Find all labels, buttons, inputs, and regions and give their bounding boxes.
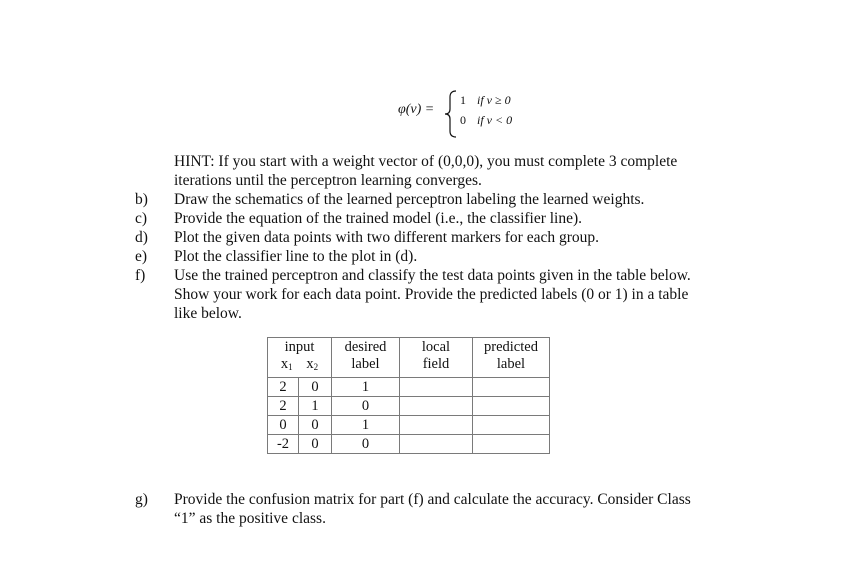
table-row: 0 0 1 xyxy=(268,416,550,435)
formula-case-2: 0 if v < 0 xyxy=(460,113,513,127)
formula-case-1: 1 if v ≥ 0 xyxy=(460,93,511,107)
local-field-cell xyxy=(400,435,473,454)
predicted-label-cell xyxy=(473,378,550,397)
table-header-row xyxy=(268,338,550,378)
header-desired-label: desired label xyxy=(332,338,400,378)
header-x2: $x_2$ xyxy=(306,356,319,372)
header-local-field: local field xyxy=(400,338,473,378)
hint-line-1: HINT: If you start with a weight vector of (0,0,0), you must complete 3 complete xyxy=(174,153,678,170)
header-predicted-label: predicted label xyxy=(473,338,550,378)
local-field-cell xyxy=(400,416,473,435)
hint-line-2: iterations until the perceptron learning converges. xyxy=(174,172,482,189)
table-row: 2 0 1 xyxy=(268,378,550,397)
header-x1: $x_1$ xyxy=(280,356,293,372)
test-data-table xyxy=(267,337,550,454)
formula-lhs: φ(v) = xyxy=(398,102,435,117)
table-row: 2 1 0 xyxy=(268,397,550,416)
predicted-label-cell xyxy=(473,435,550,454)
predicted-label-cell xyxy=(473,397,550,416)
predicted-label-cell xyxy=(473,416,550,435)
local-field-cell xyxy=(400,378,473,397)
header-input: input $x_1$ $x_2$ xyxy=(268,338,332,378)
table-row: -2 0 0 xyxy=(268,435,550,454)
local-field-cell xyxy=(400,397,473,416)
left-brace-icon xyxy=(444,90,458,138)
activation-formula xyxy=(398,90,538,140)
